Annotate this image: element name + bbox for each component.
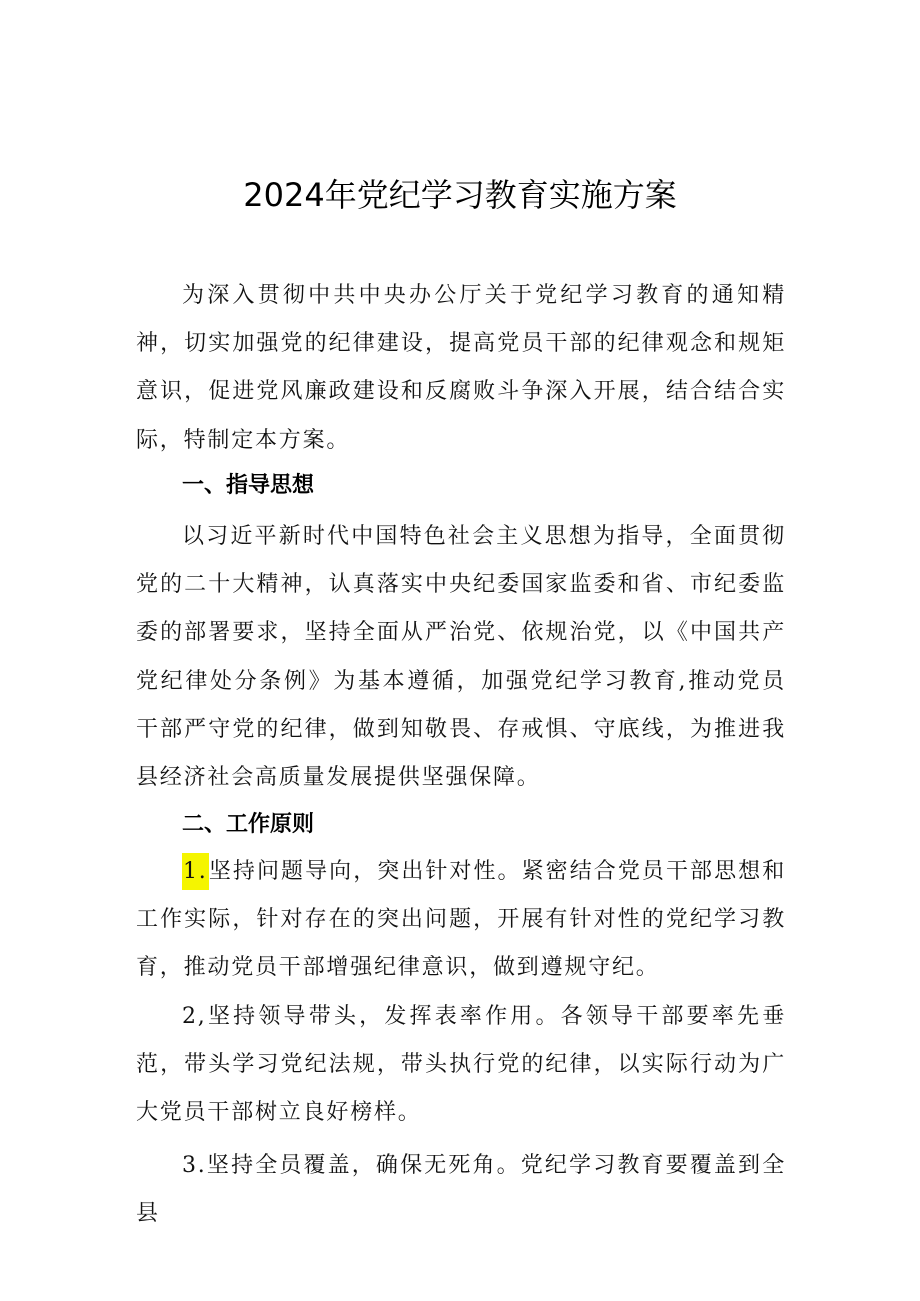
principle-item-2: 2,坚持领导带头，发挥表率作用。各领导干部要率先垂范，带头学习党纪法规，带头执行党的纪律，以实际行动为广大党员干部树立良好榜样。 xyxy=(136,1004,786,1126)
section-heading-guiding-ideology: 一、指导思想 xyxy=(182,473,315,498)
principle-item-1 xyxy=(136,848,786,993)
principle-item-3: 3.坚持全员覆盖，确保无死角。党纪学习教育要覆盖到全县 xyxy=(136,1153,786,1227)
document-title: 2024年党纪学习教育实施方案 xyxy=(243,176,677,214)
principle-item-1-text: 坚持问题导向，突出针对性。紧密结合党员干部思想和工作实际，针对存在的突出问题，开展有针对性的党纪学习教育，推动党员干部增强纪律意识，做到遵规守纪。 xyxy=(136,859,786,981)
section-heading-work-principles: 二、工作原则 xyxy=(182,812,315,837)
intro-paragraph: 为深入贯彻中共中央办公厅关于党纪学习教育的通知精神，切实加强党的纪律建设，提高党员干部的纪律观念和规矩意识，促进党风廉政建设和反腐败斗争深入开展，结合结合实际，特制定本方案。 xyxy=(136,283,786,453)
guiding-ideology-paragraph: 以习近平新时代中国特色社会主义思想为指导，全面贯彻党的二十大精神，认真落实中央纪委国家监委和省、市纪委监委的部署要求，坚持全面从严治党、依规治党，以《中国共产党纪律处分条例》为基本遵循，加强党纪学习教育,推动党员干部严守党的纪律，做到知敬畏、存戒惧、守底线，为推进我县经济社会高质量发展提供坚强保障。 xyxy=(136,524,786,791)
highlighted-item-number: 1. xyxy=(182,853,209,890)
